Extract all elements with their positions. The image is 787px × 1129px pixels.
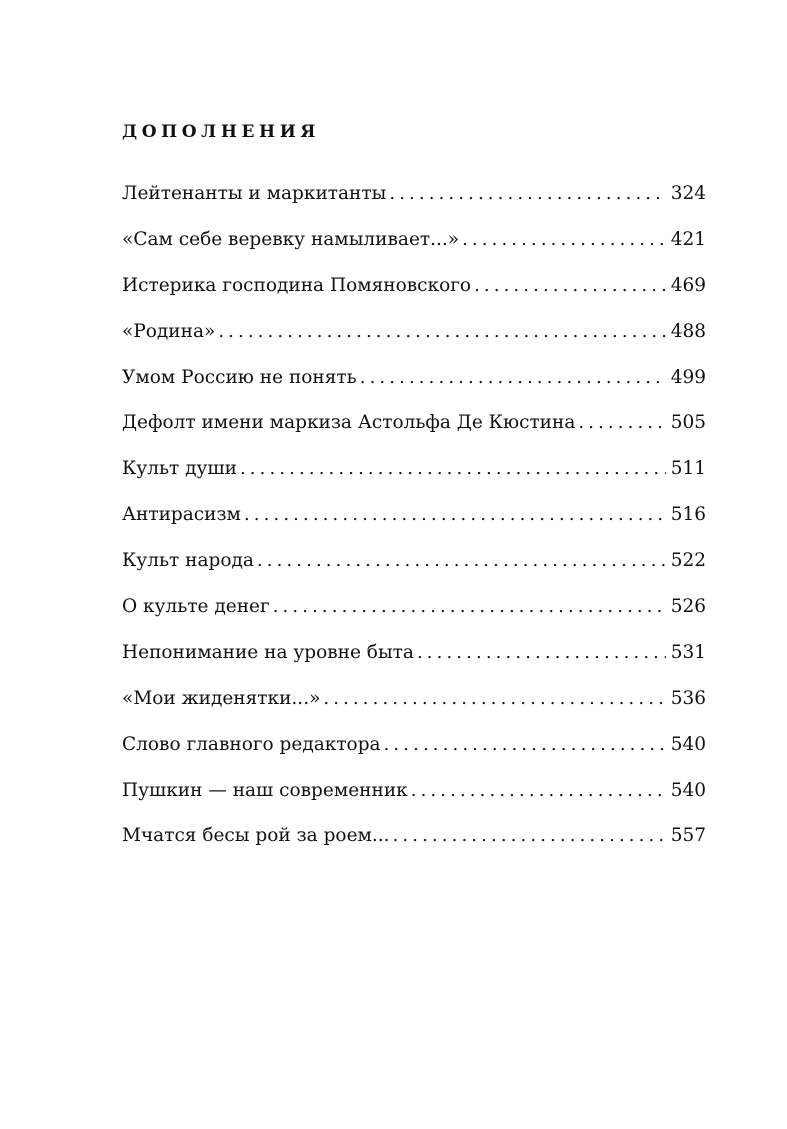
- toc-dot-leader: [474, 271, 666, 301]
- toc-page-number: 488: [670, 320, 706, 342]
- toc-page-number: 421: [670, 228, 706, 250]
- toc-entry-title: Культ народа: [122, 550, 254, 572]
- toc-entry: [122, 225, 706, 271]
- toc-page-number: 526: [670, 596, 706, 618]
- toc-entry: [122, 454, 706, 500]
- toc-entry: [122, 408, 706, 454]
- toc-page-number: 540: [670, 733, 706, 755]
- toc-dot-leader: [578, 408, 665, 438]
- toc-page-number: 469: [670, 274, 706, 296]
- toc-dot-leader: [273, 592, 666, 622]
- section-title: ДОПОЛНЕНИЯ: [122, 122, 320, 142]
- toc-entry: [122, 821, 706, 867]
- toc-page-number: 516: [670, 504, 706, 526]
- toc-entry-title: «Мои жиденятки...»: [122, 687, 321, 709]
- toc-entry-title: Умом Россию не понять: [122, 366, 357, 388]
- toc-entry-title: Дефолт имени маркиза Астольфа Де Кюстина: [122, 412, 576, 434]
- toc-dot-leader: [384, 730, 666, 760]
- toc-page-number: 531: [670, 641, 706, 663]
- toc-entry-title: О культе денег: [122, 596, 270, 618]
- toc-entry-title: Лейтенанты и маркитанты: [122, 183, 387, 204]
- toc-page-number: 540: [670, 779, 706, 801]
- toc-entry: [122, 592, 706, 638]
- toc-entry: [122, 730, 706, 776]
- toc-dot-leader: [389, 179, 665, 209]
- toc-entry: [122, 638, 706, 684]
- toc-entry-title: Культ души: [122, 458, 237, 480]
- toc-entry: [122, 684, 706, 730]
- toc-dot-leader: [411, 776, 666, 806]
- table-of-contents: [122, 179, 706, 867]
- toc-page-number: 557: [670, 825, 706, 847]
- toc-dot-leader: [257, 546, 666, 576]
- toc-dot-leader: [360, 363, 666, 393]
- toc-entry-title: Антирасизм: [122, 504, 241, 526]
- toc-page-number: 324: [670, 183, 706, 204]
- toc-dot-leader: [323, 684, 665, 714]
- toc-entry-title: «Сам себе веревку намыливает...»: [122, 228, 460, 250]
- toc-dot-leader: [417, 638, 666, 668]
- toc-entry: [122, 179, 706, 225]
- toc-entry: [122, 363, 706, 409]
- toc-entry: [122, 500, 706, 546]
- toc-entry-title: Слово главного редактора: [122, 733, 381, 755]
- toc-entry: [122, 546, 706, 592]
- toc-entry-title: Пушкин — наш современник: [122, 779, 408, 801]
- toc-entry: [122, 317, 706, 363]
- toc-entry-title: Непонимание на уровне быта: [122, 641, 414, 663]
- toc-entry: [122, 271, 706, 317]
- toc-dot-leader: [218, 317, 665, 347]
- toc-page-number: 522: [670, 550, 706, 572]
- toc-page-number: 499: [670, 366, 706, 388]
- toc-dot-leader: [462, 225, 666, 255]
- toc-dot-leader: [244, 500, 666, 530]
- toc-page-number: 511: [670, 458, 706, 480]
- toc-dot-leader: [240, 454, 666, 484]
- toc-entry-title: Истерика господина Помяновского: [122, 274, 472, 296]
- toc-entry-title: «Родина»: [122, 320, 216, 342]
- toc-page-number: 505: [670, 412, 706, 434]
- toc-page-number: 536: [670, 687, 706, 709]
- toc-entry: [122, 776, 706, 822]
- toc-entry-title: Мчатся бесы рой за роем...: [122, 825, 390, 847]
- toc-dot-leader: [393, 821, 666, 851]
